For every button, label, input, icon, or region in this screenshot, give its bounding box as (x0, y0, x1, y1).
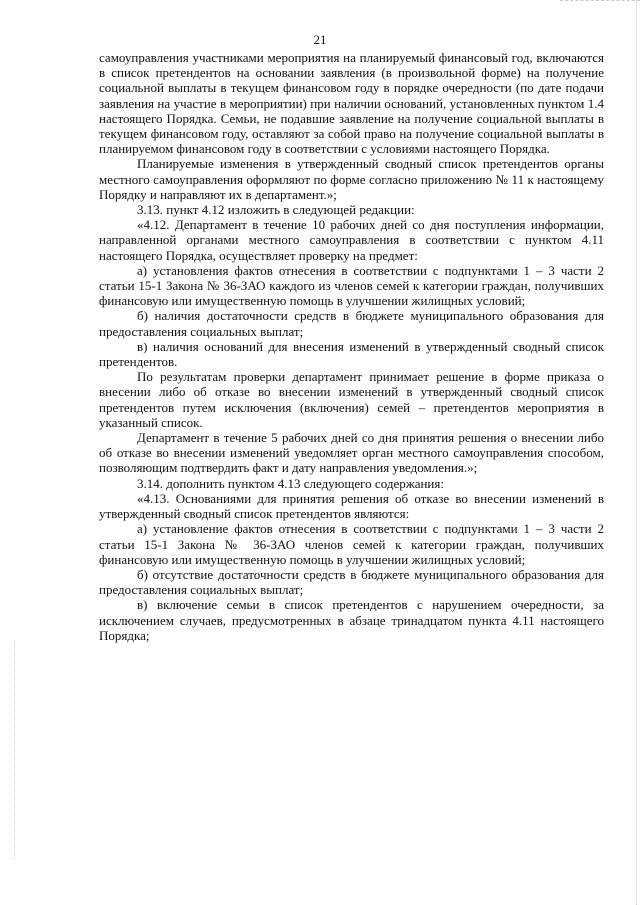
paragraph-4-13-b: б) отсутствие достаточности средств в бюджете муниципального образования для предоставления социальных выплат; (99, 566, 604, 598)
paragraph-check-results: По результатам проверки департамент принимает решение в форме приказа о внесении либо об отказе во внесении изменений в утвержденный сводный список претендентов путем исключения (включения) семей – претендентов мероприятия в указанный список. (99, 369, 604, 430)
paragraph-clause-4-13: «4.13. Основаниями для принятия решения об отказе во внесении изменений в утвержденный сводный список претендентов являются: (99, 490, 604, 522)
paragraph-4-12-a: а) установления фактов отнесения в соответствии с подпунктами 1 – 3 части 2 статьи 15-1 Закона № 36-ЗАО каждого из членов семей к категории граждан, получивших финансовую или имущественную помощь в улучшении жилищных условий; (99, 262, 604, 309)
scan-edge-left (14, 640, 16, 860)
paragraph-item-3-14: 3.14. дополнить пунктом 4.13 следующего содержания: (137, 475, 444, 491)
paragraph-4-12-b: б) наличия достаточности средств в бюджете муниципального образования для предоставления социальных выплат; (99, 308, 604, 339)
paragraph-4-13-v: в) включение семьи в список претендентов с нарушением очередности, за исключением случаев, предусмотренных в абзаце тринадцатом пункта 4.11 настоящего Порядка; (99, 597, 604, 643)
paragraph-clause-4-12: «4.12. Департамент в течение 10 рабочих дней со дня поступления информации, направленной органами местного самоуправления в соответствии с пунктом 4.11 настоящего Порядка, осуществляет проверку на предмет: (99, 217, 604, 263)
document-body (99, 50, 604, 643)
paragraph-item-3-13: 3.13. пункт 4.12 изложить в следующей редакции: (137, 202, 415, 218)
paragraph-4-12-v: в) наличия оснований для внесения изменений в утвержденный сводный список претендентов. (99, 338, 604, 370)
paragraph-4-13-a: а) установление фактов отнесения в соответствии с подпунктами 1 – 3 части 2 статьи 15-1 Закона № 36-ЗАО членов семей к категории граждан, получивших финансовую или имущественную помощь в улучшении жилищных условий; (99, 521, 604, 567)
page-number: 21 (313, 32, 327, 47)
paragraph-notification: Департамент в течение 5 рабочих дней со дня принятия решения о внесении либо об отказе во внесении изменений уведомляет орган местного самоуправления способом, позволяющим подтвердить факт и дату направления уведомления.»; (99, 430, 604, 476)
paragraph-continuation: самоуправления участниками мероприятия на планируемый финансовый год, включаются в список претендентов на основании заявления (в произвольной форме) на получение социальной выплаты в текущем финансовом году в порядке очередности (по дате подачи заявления на участие в мероприятии) при наличии оснований, установленных пунктом 1.4 настоящего Порядка. Семьи, не подавшие заявление на получение социальной выплаты в текущем финансовом году, оставляют за собой право на получение социальной выплаты в планируемом финансовом году в соответствии с условиями настоящего Порядка. (99, 50, 604, 157)
paragraph-planned-changes: Планируемые изменения в утвержденный сводный список претендентов органы местного самоуправления оформляют по форме согласно приложению № 11 к настоящему Порядку и направляют их в департамент.»; (99, 156, 604, 202)
scan-edge-right (636, 0, 638, 905)
scan-edge-top (560, 0, 640, 2)
